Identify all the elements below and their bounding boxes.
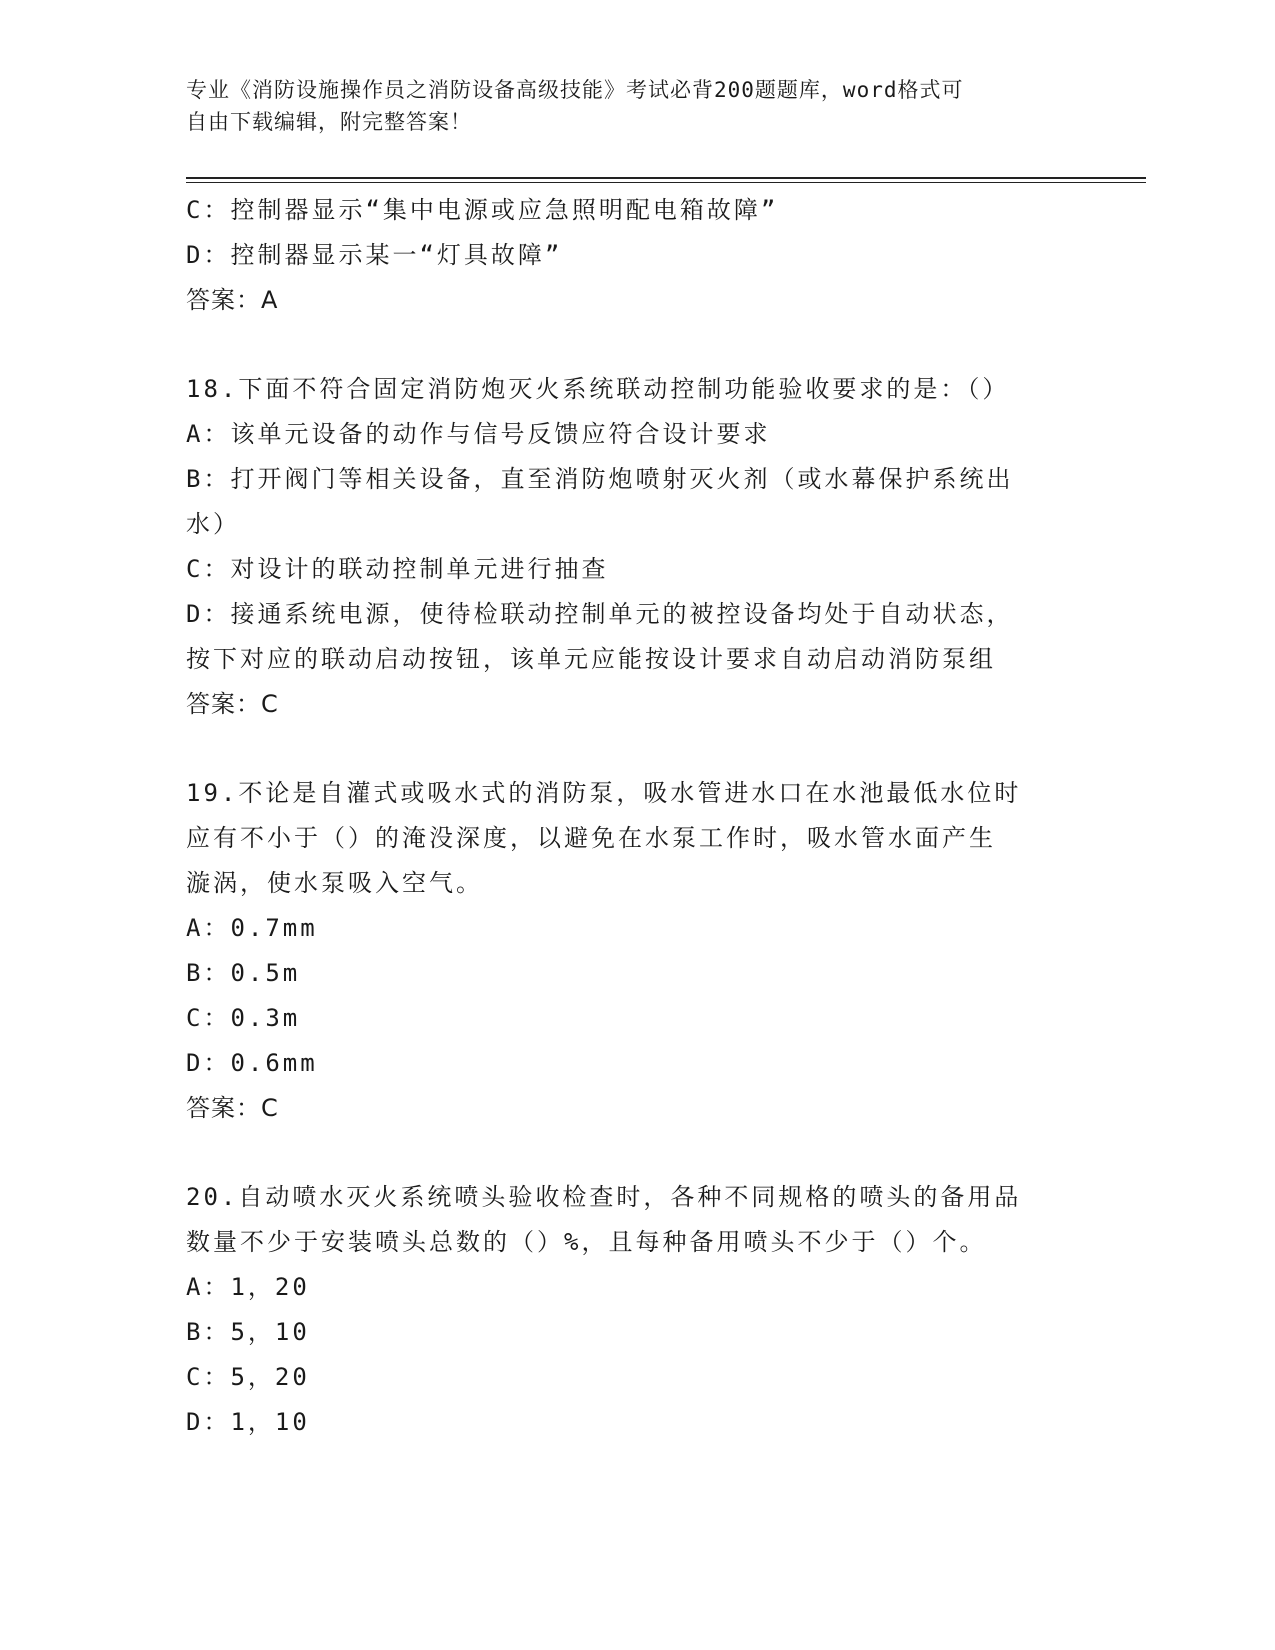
question-stem-line-1: 19.不论是自灌式或吸水式的消防泵，吸水管进水口在水池最低水位时	[186, 779, 1022, 807]
option-c: C：0.3m	[186, 1004, 301, 1032]
option-b-line-1: B：打开阀门等相关设备，直至消防炮喷射灭火剂（或水幕保护系统出	[186, 465, 1014, 493]
answer: 答案：C	[186, 690, 279, 718]
option-b: B：5，10	[186, 1318, 310, 1346]
option-d-line-2: 按下对应的联动启动按钮，该单元应能按设计要求自动启动消防泵组	[186, 645, 996, 673]
option-a: A：0.7mm	[186, 914, 318, 942]
option-d: D：控制器显示某一“灯具故障”	[186, 241, 563, 269]
option-a: A：1，20	[186, 1273, 310, 1301]
option-c: C：控制器显示“集中电源或应急照明配电箱故障”	[186, 196, 779, 224]
question-stem-line-3: 漩涡，使水泵吸入空气。	[186, 869, 483, 897]
option-d: D：1，10	[186, 1408, 310, 1436]
option-d-line-1: D：接通系统电源，使待检联动控制单元的被控设备均处于自动状态，	[186, 600, 1014, 628]
question-17-tail	[186, 188, 1086, 323]
option-b-line-2: 水）	[186, 510, 240, 538]
question-stem-line-2: 数量不少于安装喷头总数的（）%，且每种备用喷头不少于（）个。	[186, 1228, 987, 1256]
option-a: A：该单元设备的动作与信号反馈应符合设计要求	[186, 420, 771, 448]
question-list	[186, 188, 1086, 1445]
answer: 答案：C	[186, 1094, 279, 1122]
question-20	[186, 1175, 1086, 1445]
document-header	[186, 74, 1066, 138]
question-19	[186, 771, 1086, 1131]
question-stem-line-1: 20.自动喷水灭火系统喷头验收检查时，各种不同规格的喷头的备用品	[186, 1183, 1022, 1211]
question-stem: 18.下面不符合固定消防炮灭火系统联动控制功能验收要求的是：（）	[186, 375, 1010, 403]
question-stem-line-2: 应有不小于（）的淹没深度，以避免在水泵工作时，吸水管水面产生	[186, 824, 996, 852]
option-c: C：对设计的联动控制单元进行抽查	[186, 555, 609, 583]
option-b: B：0.5m	[186, 959, 301, 987]
spacer	[186, 323, 1086, 367]
question-18	[186, 367, 1086, 727]
spacer	[186, 1131, 1086, 1175]
answer: 答案：A	[186, 286, 279, 314]
option-d: D：0.6mm	[186, 1049, 318, 1077]
header-rule-thin	[186, 182, 1146, 183]
header-line-1: 专业《消防设施操作员之消防设备高级技能》考试必背200题题库，word格式可	[186, 78, 964, 102]
header-line-2: 自由下载编辑，附完整答案！	[186, 110, 472, 134]
option-c: C：5，20	[186, 1363, 310, 1391]
header-rule-thick	[186, 177, 1146, 179]
spacer	[186, 727, 1086, 771]
